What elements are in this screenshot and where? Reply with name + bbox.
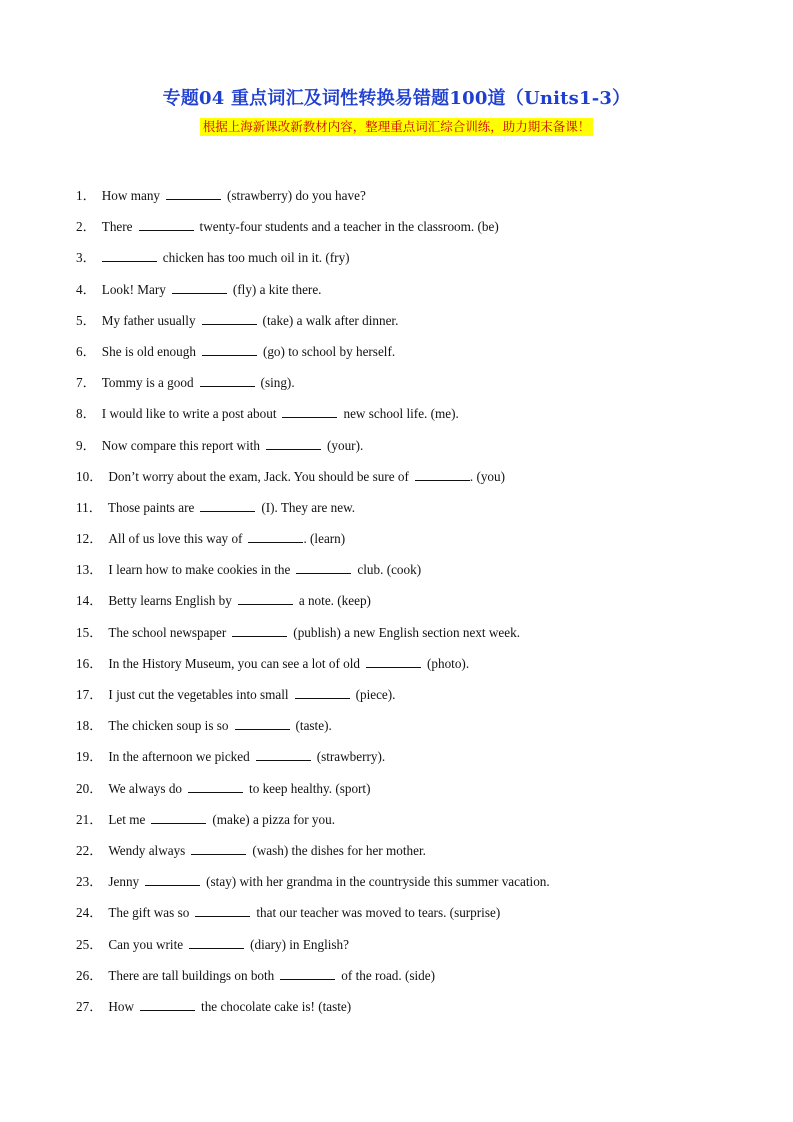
question-number: 9． [76, 437, 96, 453]
question-item [76, 873, 736, 904]
question-text-before: Those paints are [107, 499, 195, 515]
question-item [76, 967, 736, 998]
question-number: 16． [76, 655, 103, 671]
page-title: 专题04 重点词汇及词性转换易错题100道（Units1-3） [162, 88, 631, 109]
answer-blank [189, 936, 244, 949]
question-text-after: (photo). [427, 655, 470, 671]
answer-blank [102, 249, 157, 262]
question-number: 19． [76, 749, 103, 765]
question-number: 17． [76, 687, 103, 702]
answer-blank [166, 187, 221, 200]
question-item [76, 281, 736, 312]
question-number: 4． [76, 281, 96, 297]
answer-blank [200, 374, 255, 387]
question-item [76, 842, 736, 873]
question-text-before: Don’t worry about the exam, Jack. You should be sure of [108, 468, 409, 484]
question-list [76, 187, 736, 1029]
question-number: 14． [76, 593, 103, 609]
question-item [76, 717, 736, 748]
question-text-before: All of us love this way of [108, 531, 243, 547]
question-text-before: There are tall buildings on both [108, 967, 275, 983]
question-text-before: I learn how to make cookies in the [108, 562, 291, 578]
answer-blank [200, 499, 255, 512]
question-item [76, 748, 736, 779]
question-item [76, 499, 736, 530]
question-text-before: I just cut the vegetables into small [108, 687, 289, 702]
answer-blank [191, 842, 246, 855]
question-text-after: (sing). [260, 375, 295, 391]
question-number: 23． [76, 874, 103, 890]
answer-blank [415, 468, 470, 481]
question-text-before: In the afternoon we picked [108, 749, 250, 765]
question-number: 5． [76, 312, 96, 328]
question-number: 1． [76, 188, 96, 203]
question-text-before: My father usually [101, 312, 196, 328]
question-item [76, 530, 736, 561]
answer-blank [282, 405, 337, 418]
answer-blank [202, 312, 257, 325]
question-text-before: Now compare this report with [101, 437, 260, 453]
question-text-after: (piece). [355, 687, 396, 702]
question-item [76, 780, 736, 811]
question-number: 27． [76, 998, 103, 1014]
question-item [76, 936, 736, 967]
question-text-before: Tommy is a good [101, 375, 194, 391]
question-number: 24． [76, 905, 103, 921]
answer-blank [139, 218, 194, 231]
question-item [76, 561, 736, 592]
question-number: 18． [76, 718, 103, 734]
question-number: 26． [76, 967, 103, 983]
question-text-before: There [101, 219, 133, 235]
answer-blank [280, 967, 335, 980]
question-item [76, 437, 736, 468]
answer-blank [235, 717, 290, 730]
question-text-before: We always do [108, 780, 183, 796]
question-text-after: . (learn) [303, 531, 346, 547]
question-text-before: She is old enough [101, 343, 196, 359]
question-item [76, 249, 736, 280]
question-text-after: of the road. (side) [341, 967, 436, 983]
question-text-after: (strawberry). [316, 749, 386, 765]
answer-blank [295, 686, 350, 699]
answer-blank [238, 592, 293, 605]
question-text-before: The school newspaper [108, 624, 227, 640]
question-text-before: Can you write [108, 936, 184, 952]
question-text-after: new school life. (me). [343, 406, 459, 422]
question-text-before: Betty learns English by [108, 593, 232, 609]
question-item [76, 374, 736, 405]
question-item [76, 686, 736, 717]
question-text-before: Look! Mary [101, 281, 166, 297]
answer-blank [256, 748, 311, 761]
question-text-after: (publish) a new English section next week. [293, 624, 520, 640]
question-text-after: (taste). [295, 718, 332, 734]
question-number: 20． [76, 780, 103, 796]
question-text-before: How many [101, 188, 161, 203]
question-number: 3． [76, 250, 96, 266]
question-number: 21． [76, 811, 103, 827]
question-item [76, 592, 736, 623]
answer-blank [151, 811, 206, 824]
question-item [76, 218, 736, 249]
question-text-after: the chocolate cake is! (taste) [201, 998, 352, 1014]
question-item [76, 405, 736, 436]
question-number: 11． [76, 499, 102, 515]
question-text-after: (I). They are new. [261, 499, 356, 515]
question-text-after: (stay) with her grandma in the countryside this summer vacation. [206, 874, 550, 890]
question-text-before: In the History Museum, you can see a lot of old [108, 655, 360, 671]
question-text-after: (fly) a kite there. [232, 281, 322, 297]
question-text-after: (diary) in English? [250, 936, 349, 952]
question-number: 7． [76, 375, 96, 391]
question-item [76, 343, 736, 374]
question-item [76, 624, 736, 655]
answer-blank [188, 780, 243, 793]
question-number: 13． [76, 562, 103, 578]
question-number: 12． [76, 531, 103, 547]
answer-blank [172, 281, 227, 294]
question-item [76, 655, 736, 686]
subtitle-container [0, 118, 793, 136]
question-text-after: chicken has too much oil in it. (fry) [162, 250, 350, 266]
question-text-after: twenty-four students and a teacher in the classroom. (be) [199, 219, 499, 235]
question-text-after: that our teacher was moved to tears. (surprise) [256, 905, 501, 921]
question-text-after: (make) a pizza for you. [212, 811, 336, 827]
question-text-after: (wash) the dishes for her mother. [252, 842, 426, 858]
question-text-before: The gift was so [108, 905, 190, 921]
answer-blank [140, 998, 195, 1011]
question-number: 25． [76, 936, 103, 952]
question-text-after: . (you) [469, 468, 506, 484]
question-text-before: How [108, 998, 135, 1014]
answer-blank [202, 343, 257, 356]
question-text-before: Wendy always [108, 842, 186, 858]
question-number: 10． [76, 468, 103, 484]
answer-blank [366, 655, 421, 668]
question-item [76, 904, 736, 935]
answer-blank [195, 904, 250, 917]
question-number: 22． [76, 842, 103, 858]
question-item [76, 312, 736, 343]
answer-blank [232, 624, 287, 637]
question-text-before: Jenny [108, 874, 140, 890]
question-text-after: club. (cook) [357, 562, 422, 578]
answer-blank [145, 873, 200, 886]
question-number: 15． [76, 624, 103, 640]
question-number: 8． [76, 406, 96, 422]
answer-blank [248, 530, 303, 543]
page-subtitle: 根据上海新课改新教材内容，整理重点词汇综合训练，助力期末备课！ [200, 118, 594, 136]
question-text-before: The chicken soup is so [108, 718, 229, 734]
question-text-after: a note. (keep) [298, 593, 371, 609]
answer-blank [266, 437, 321, 450]
answer-blank [296, 561, 351, 574]
question-text-before: Let me [108, 811, 146, 827]
question-number: 6． [76, 343, 96, 359]
question-number: 2． [76, 219, 96, 235]
question-text-after: to keep healthy. (sport) [249, 780, 371, 796]
question-text-after: (go) to school by herself. [262, 343, 396, 359]
question-text-after: (strawberry) do you have? [227, 188, 366, 203]
question-text-before: I would like to write a post about [101, 406, 277, 422]
question-item [76, 811, 736, 842]
question-item [76, 187, 736, 218]
question-item [76, 998, 736, 1029]
question-item [76, 468, 736, 499]
question-text-after: (take) a walk after dinner. [262, 312, 399, 328]
question-text-after: (your). [327, 437, 364, 453]
